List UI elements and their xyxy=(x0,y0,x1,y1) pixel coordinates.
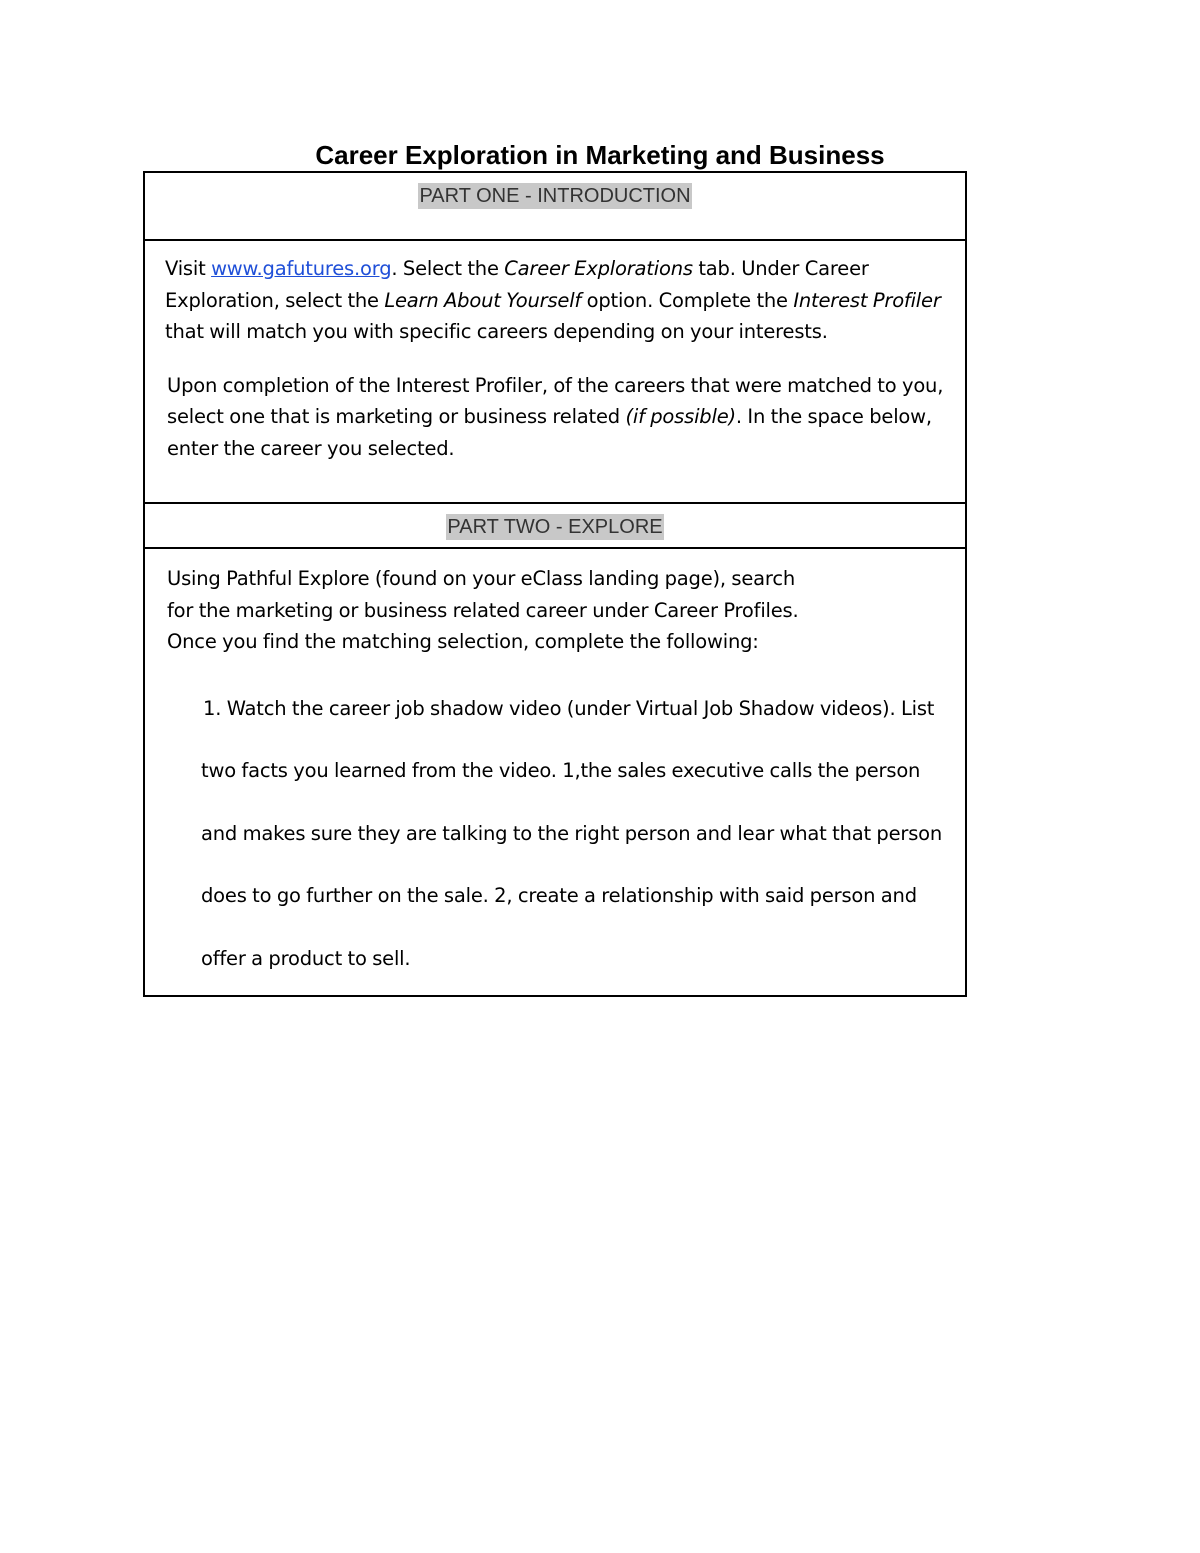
task-list-item xyxy=(167,678,945,991)
text-run: option. Complete the xyxy=(581,288,794,312)
part-one-header xyxy=(145,173,965,241)
worksheet-table xyxy=(143,171,967,997)
text-run: . In the space below, enter the career you selected. xyxy=(167,405,932,460)
text-run: Visit xyxy=(165,257,212,280)
part-one-paragraph-1 xyxy=(165,253,945,348)
gafutures-link[interactable]: www.gafutures.org xyxy=(211,257,392,280)
part-two-instructions xyxy=(145,549,965,995)
italic-text: Learn About Yourself xyxy=(384,288,582,312)
part-two-intro-line-3: Once you find the matching selection, complete the following: xyxy=(167,630,759,653)
part-two-intro-line-2: for the marketing or business related career under Career Profiles. xyxy=(167,598,799,622)
text-run: Upon completion of the Interest Profiler, of the careers that were matched to you, select one that is marketing or business related xyxy=(167,373,944,428)
text-run: that will match you with specific careers depending on your interests. xyxy=(165,320,828,343)
task-number: 1. xyxy=(203,696,222,720)
text-run: tab. Under Career Exploration, select the xyxy=(165,257,869,312)
part-one-header-label: PART ONE - INTRODUCTION xyxy=(419,185,691,207)
part-two-header-label: PART TWO - EXPLORE xyxy=(447,516,663,538)
italic-text: Interest Profiler xyxy=(793,288,941,312)
document-title: Career Exploration in Marketing and Business xyxy=(315,140,885,170)
italic-text: (if possible) xyxy=(625,405,736,428)
part-two-intro-line-1: Using Pathful Explore (found on your eClass landing page), search xyxy=(167,567,795,590)
part-one-paragraph-2 xyxy=(165,370,945,465)
part-two-header xyxy=(145,502,965,549)
task-answer-text: Watch the career job shadow video (under Virtual Job Shadow videos). List two facts you learned from the video. 1,the sales executive calls the person and makes sure they are talking to the right person and lear what that person does to go further on the sale. 2, create a relationship with said person and offer a product to sell. xyxy=(201,696,943,970)
italic-text: Career Explorations xyxy=(504,257,693,280)
part-one-instructions xyxy=(145,241,965,502)
text-run: . Select the xyxy=(391,257,505,280)
